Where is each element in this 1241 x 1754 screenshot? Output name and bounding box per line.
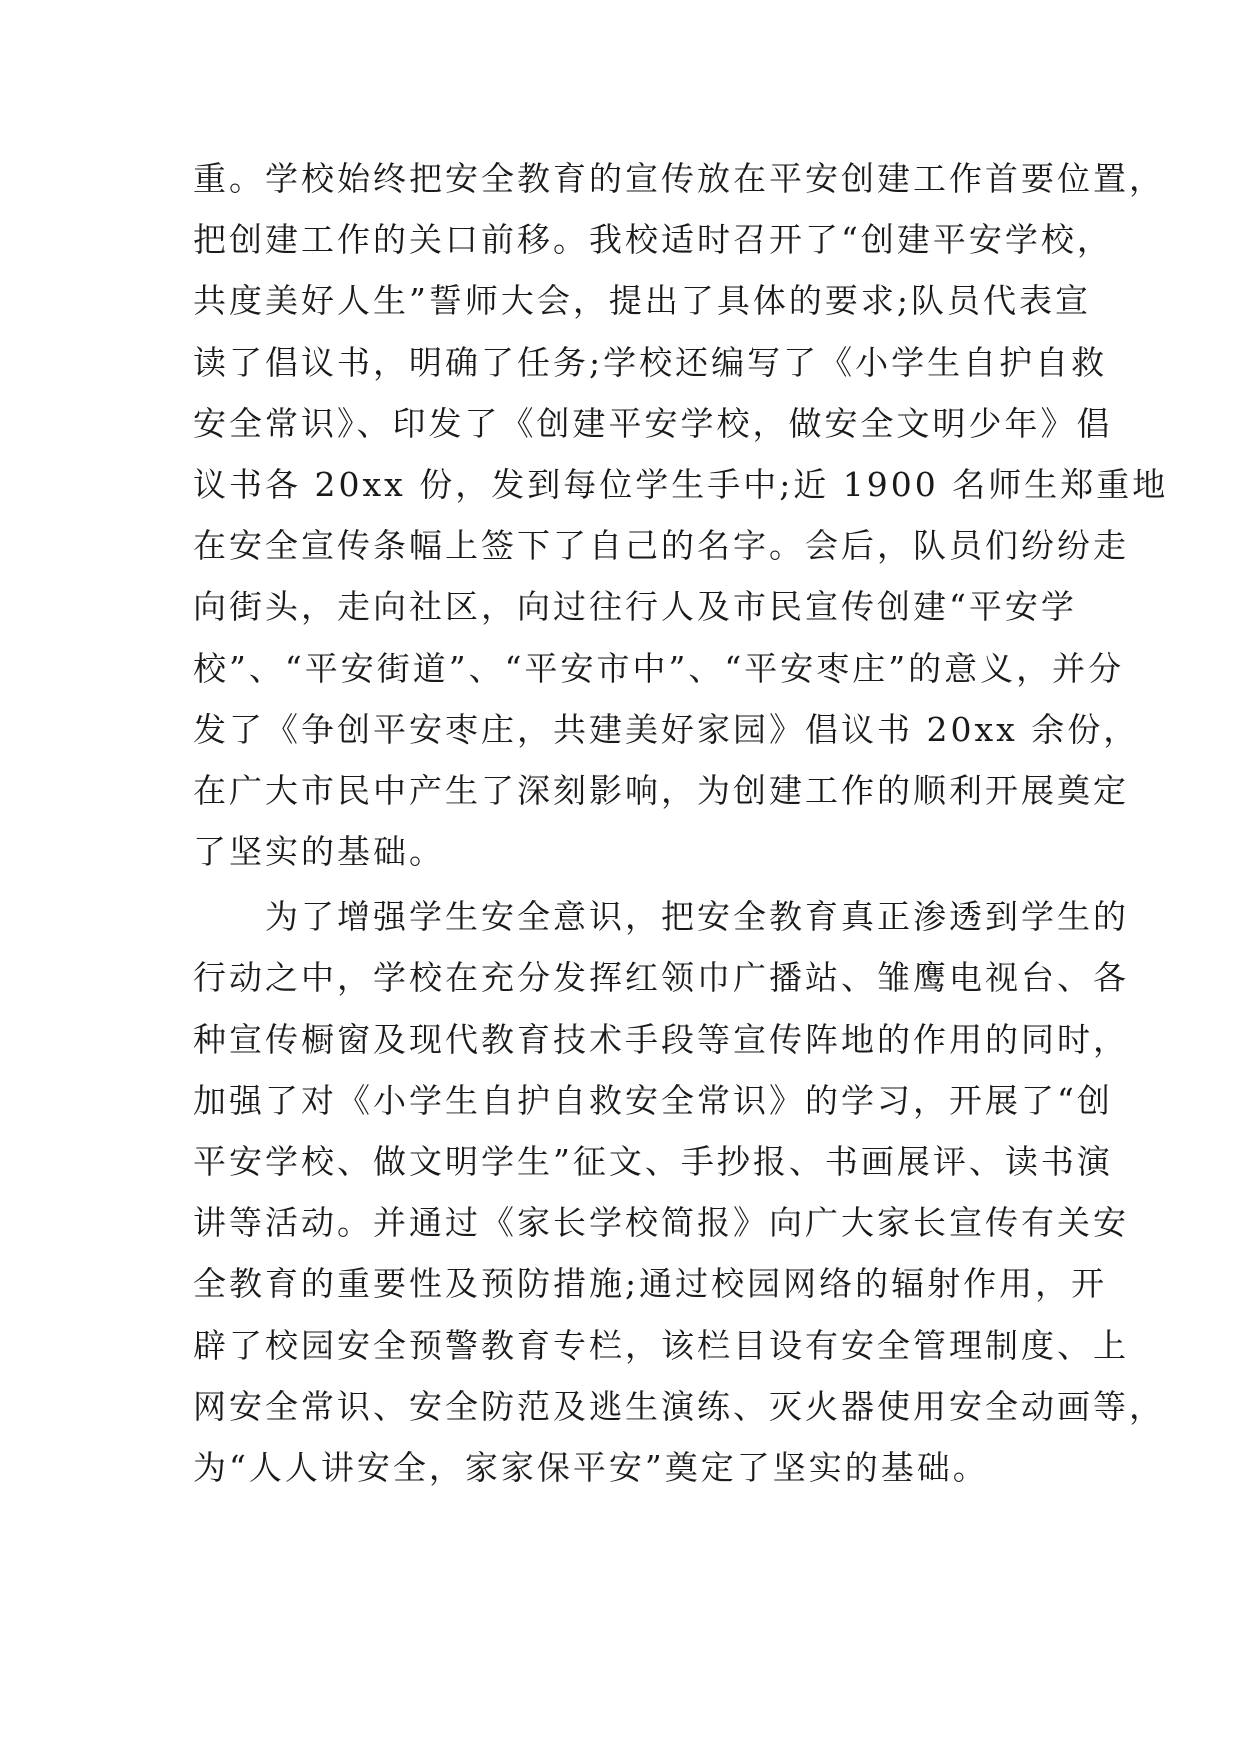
text-line: 为“人人讲安全，家家保平安”奠定了坚实的基础。 xyxy=(193,1447,989,1487)
text-line: 发了《争创平安枣庄，共建美好家园》倡议书 20xx 余份， xyxy=(193,709,1140,749)
text-line: 全教育的重要性及预防措施;通过校园网络的辐射作用，开 xyxy=(193,1264,1108,1304)
body-text xyxy=(193,148,1169,1498)
text-line: 把创建工作的关口前移。我校适时召开了“创建平安学校， xyxy=(193,220,1113,260)
text-line: 网安全常识、安全防范及逃生演练、灭火器使用安全动画等， xyxy=(193,1386,1165,1426)
text-line: 加强了对《小学生自护自救安全常识》的学习，开展了“创 xyxy=(193,1080,1113,1120)
text-line: 辟了校园安全预警教育专栏，该栏目设有安全管理制度、上 xyxy=(193,1325,1129,1365)
text-line: 为了增强学生安全意识，把安全教育真正渗透到学生的 xyxy=(193,897,1129,937)
text-line: 读了倡议书，明确了任务;学校还编写了《小学生自护自救 xyxy=(193,342,1108,382)
text-line: 讲等活动。并通过《家长学校简报》向广大家长宣传有关安 xyxy=(193,1203,1129,1243)
text-line: 安全常识》、印发了《创建平安学校，做安全文明少年》倡 xyxy=(193,403,1113,443)
text-line: 平安学校、做文明学生”征文、手抄报、书画展评、读书演 xyxy=(193,1142,1113,1181)
text-line: 种宣传橱窗及现代教育技术手段等宣传阵地的作用的同时， xyxy=(193,1019,1129,1059)
text-line: 了坚实的基础。 xyxy=(193,832,445,872)
paragraph-2 xyxy=(193,886,1165,1498)
text-line: 向街头，走向社区，向过往行人及市民宣传创建“平安学 xyxy=(193,587,1077,627)
text-line: 在广大市民中产生了深刻影响，为创建工作的顺利开展奠定 xyxy=(193,770,1129,810)
text-line: 在安全宣传条幅上签下了自己的名字。会后，队员们纷纷走 xyxy=(193,526,1129,566)
text-line: 校”、“平安街道”、“平安市中”、“平安枣庄”的意义，并分 xyxy=(193,648,1125,688)
paragraph-1 xyxy=(193,148,1169,882)
text-line: 共度美好人生”誓师大会，提出了具体的要求;队员代表宣 xyxy=(193,281,1091,321)
text-line: 行动之中，学校在充分发挥红领巾广播站、雏鹰电视台、各 xyxy=(193,958,1129,998)
text-line: 重。学校始终把安全教育的宣传放在平安创建工作首要位置， xyxy=(193,159,1165,198)
text-line: 议书各 20xx 份，发到每位学生手中;近 1900 名师生郑重地 xyxy=(193,464,1169,504)
